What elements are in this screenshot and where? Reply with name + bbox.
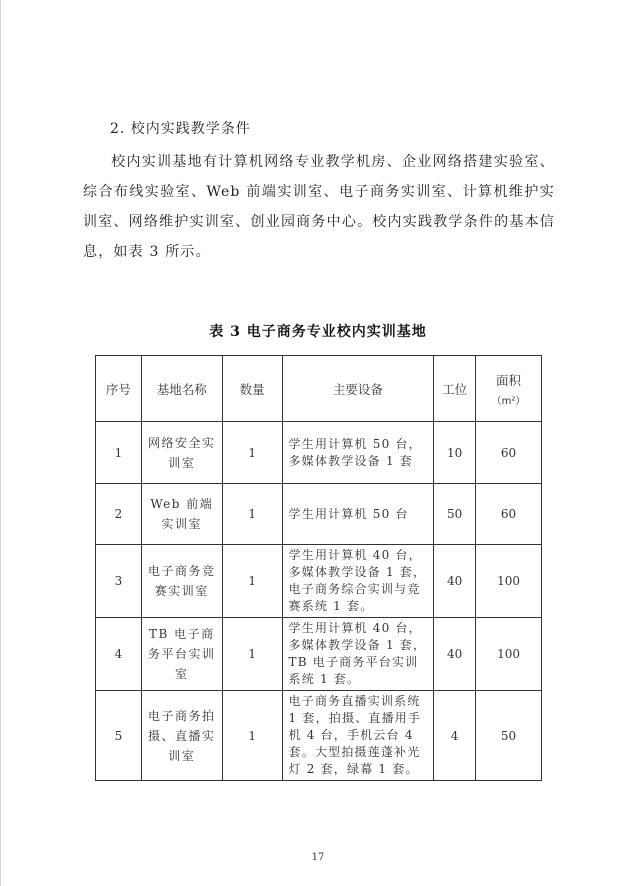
header-area-unit: （m²） — [491, 395, 526, 407]
cell-quantity: 1 — [222, 545, 282, 618]
cell-stations: 40 — [434, 618, 476, 691]
cell-name: Web 前端实训室 — [141, 484, 222, 545]
cell-index: 3 — [96, 545, 142, 618]
table-title: 表 3 电子商务专业校内实训基地 — [209, 324, 427, 340]
cell-quantity: 1 — [222, 484, 282, 545]
section-paragraph — [83, 147, 555, 267]
cell-index: 1 — [96, 422, 142, 484]
header-quantity: 数量 — [222, 356, 282, 422]
training-base-table — [95, 355, 542, 781]
cell-area: 100 — [476, 545, 542, 618]
cell-stations: 4 — [434, 691, 476, 781]
cell-equipment: 电子商务直播实训系统 1 套，拍摄、直播用手机 4 台，手机云台 4 套。大型拍摄莲蓬补光灯 2 套，绿幕 1 套。 — [282, 691, 434, 781]
cell-area: 60 — [476, 484, 542, 545]
cell-stations: 50 — [434, 484, 476, 545]
header-equipment: 主要设备 — [282, 356, 434, 422]
cell-index: 5 — [96, 691, 142, 781]
cell-equipment: 学生用计算机 50 台 — [282, 484, 434, 545]
cell-stations: 40 — [434, 545, 476, 618]
cell-quantity: 1 — [222, 422, 282, 484]
cell-area: 60 — [476, 422, 542, 484]
cell-quantity: 1 — [222, 618, 282, 691]
cell-area: 50 — [476, 691, 542, 781]
header-stations: 工位 — [434, 356, 476, 422]
cell-equipment: 学生用计算机 40 台，多媒体教学设备 1 套，TB 电子商务平台实训系统 1 套。 — [282, 618, 434, 691]
table-header-row — [96, 356, 542, 422]
page-number: 17 — [311, 852, 325, 863]
table-row — [96, 618, 542, 691]
cell-name: 网络安全实训室 — [141, 422, 222, 484]
cell-name: 电子商务拍摄、直播实训室 — [141, 691, 222, 781]
table-row — [96, 545, 542, 618]
header-area — [476, 356, 542, 422]
header-area-label: 面积 — [496, 372, 522, 388]
table-row — [96, 691, 542, 781]
cell-stations: 10 — [434, 422, 476, 484]
cell-name: 电子商务竞赛实训室 — [141, 545, 222, 618]
header-index: 序号 — [96, 356, 142, 422]
cell-equipment: 学生用计算机 40 台，多媒体教学设备 1 套，电子商务综合实训与竞赛系统 1 套。 — [282, 545, 434, 618]
header-name: 基地名称 — [141, 356, 222, 422]
page-edge — [0, 0, 1, 886]
table-row — [96, 422, 542, 484]
paragraph-text: 校内实训基地有计算机网络专业教学机房、企业网络搭建实验室、综合布线实验室、Web 前端实训室、电子商务实训室、计算机维护实训室、网络维护实训室、创业园商务中心。校内实践教学条件的基本信息，如表 3 所示。 — [83, 154, 555, 260]
section-heading: 2. 校内实践教学条件 — [110, 121, 251, 137]
cell-quantity: 1 — [222, 691, 282, 781]
cell-index: 2 — [96, 484, 142, 545]
cell-area: 100 — [476, 618, 542, 691]
cell-index: 4 — [96, 618, 142, 691]
table-row — [96, 484, 542, 545]
cell-name: TB 电子商务平台实训室 — [141, 618, 222, 691]
cell-equipment: 学生用计算机 50 台，多媒体教学设备 1 套 — [282, 422, 434, 484]
